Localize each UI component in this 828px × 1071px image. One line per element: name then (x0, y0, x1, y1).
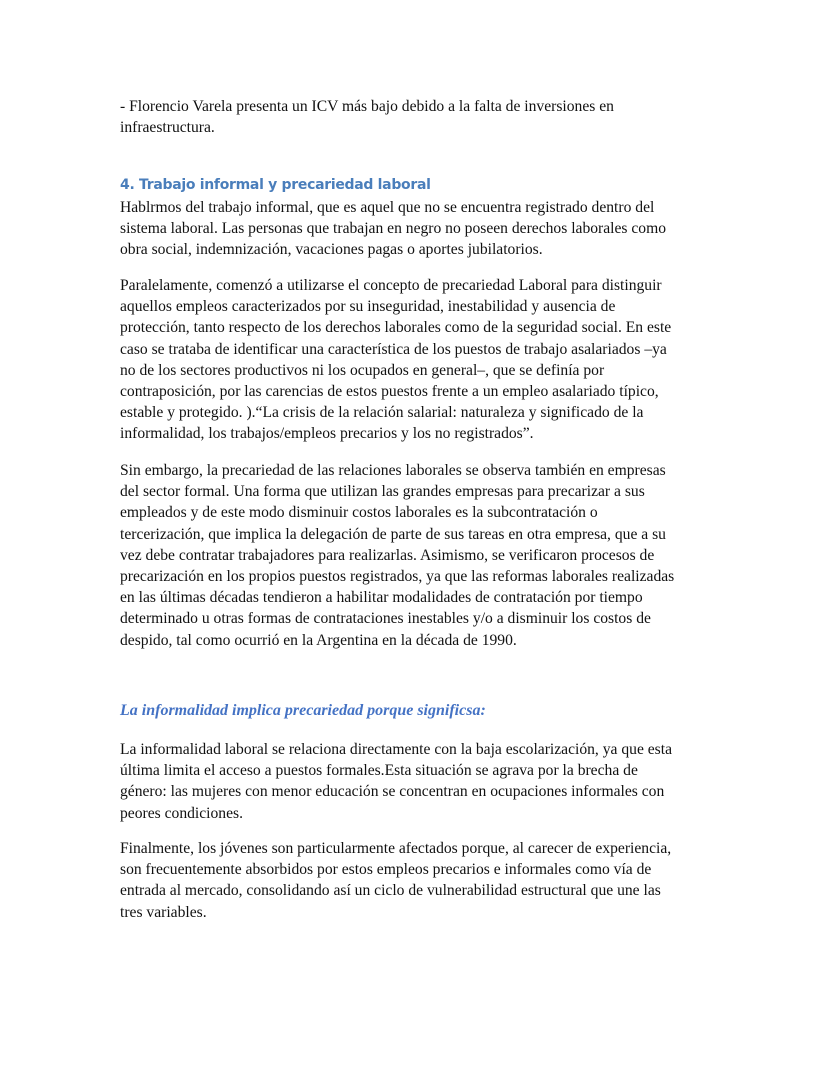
paragraph-2 (120, 275, 730, 445)
text-line: tres variables. (120, 903, 207, 921)
text-line: - Florencio Varela presenta un ICV más bajo debido a la falta de inversiones en (120, 98, 614, 115)
text-line: Hablrmos del trabajo informal, que es aquel que no se encuentra registrado dentro del (120, 199, 655, 216)
text-line: género: las mujeres con menor educación se concentran en ocupaciones informales con (120, 783, 665, 801)
text-line: tercerización, que implica la delegación de parte de sus tareas en otra empresa, que a su (120, 525, 666, 543)
text-line: contraposición, por las carencias de estos puestos frente a un empleo asalariado típico, (120, 383, 659, 401)
text-line: empleados y de este modo disminuir costos laborales es la subcontratación o (120, 504, 598, 522)
text-line: última limita el acceso a puestos formales.Esta situación se agrava por la brecha de (120, 762, 638, 780)
text-line: estable y protegido. ).“La crisis de la relación salarial: naturaleza y significado de la (120, 404, 644, 422)
text-line: obra social, indemnización, vacaciones pagas o aportes jubilatorios. (120, 241, 543, 259)
text-line: del sector formal. Una forma que utilizan las grandes empresas para precarizar a sus (120, 483, 645, 501)
text-line: Finalmente, los jóvenes son particularmente afectados porque, al carecer de experiencia, (120, 840, 672, 857)
paragraph-5 (120, 838, 730, 923)
text-line: entrada al mercado, consolidando así un ciclo de vulnerabilidad estructural que une las (120, 882, 661, 900)
text-line: despido, tal como ocurrió en la Argentina en la década de 1990. (120, 631, 517, 649)
italic-subheading: La informalidad implica precariedad porque significsa: (120, 702, 486, 719)
text-line: precarización en los propios puestos registrados, ya que las reformas laborales realizadas (120, 568, 675, 586)
text-line: infraestructura. (120, 119, 215, 137)
text-line: Sin embargo, la precariedad de las relaciones laborales se observa también en empresas (120, 462, 666, 479)
text-line: no de los sectores productivos ni los ocupados en general–, que se definía por (120, 361, 605, 379)
text-line: peores condiciones. (120, 804, 243, 822)
text-line: La informalidad laboral se relaciona directamente con la baja escolarización, ya que esta (120, 741, 673, 758)
intro-paragraph (120, 96, 730, 138)
text-line: informalidad, los trabajos/empleos precarios y los no registrados”. (120, 425, 534, 443)
paragraph-4 (120, 739, 730, 824)
text-line: aquellos empleos caracterizados por su inseguridad, inestabilidad y ausencia de (120, 298, 616, 316)
text-line: determinado u otras formas de contrataciones inestables y/o a disminuir los costos de (120, 610, 651, 628)
text-line: caso se trataba de identificar una característica de los puestos de trabajo asalariados –ya (120, 340, 667, 358)
text-line: protección, tanto respecto de los derechos laborales como de la seguridad social. En este (120, 319, 672, 337)
paragraph-1 (120, 197, 730, 261)
text-line: son frecuentemente absorbidos por estos empleos precarios e informales como vía de (120, 861, 652, 879)
section-heading: 4. Trabajo informal y precariedad laboral (120, 177, 431, 193)
text-line: en las últimas décadas tendieron a habilitar modalidades de contratación por tiempo (120, 589, 643, 607)
text-line: vez debe contratar trabajadores para realizarlas. Asimismo, se verificaron procesos de (120, 546, 655, 564)
paragraph-3 (120, 460, 730, 651)
text-line: Paralelamente, comenzó a utilizarse el concepto de precariedad Laboral para distinguir (120, 277, 662, 294)
text-line: sistema laboral. Las personas que trabajan en negro no poseen derechos laborales como (120, 220, 667, 238)
